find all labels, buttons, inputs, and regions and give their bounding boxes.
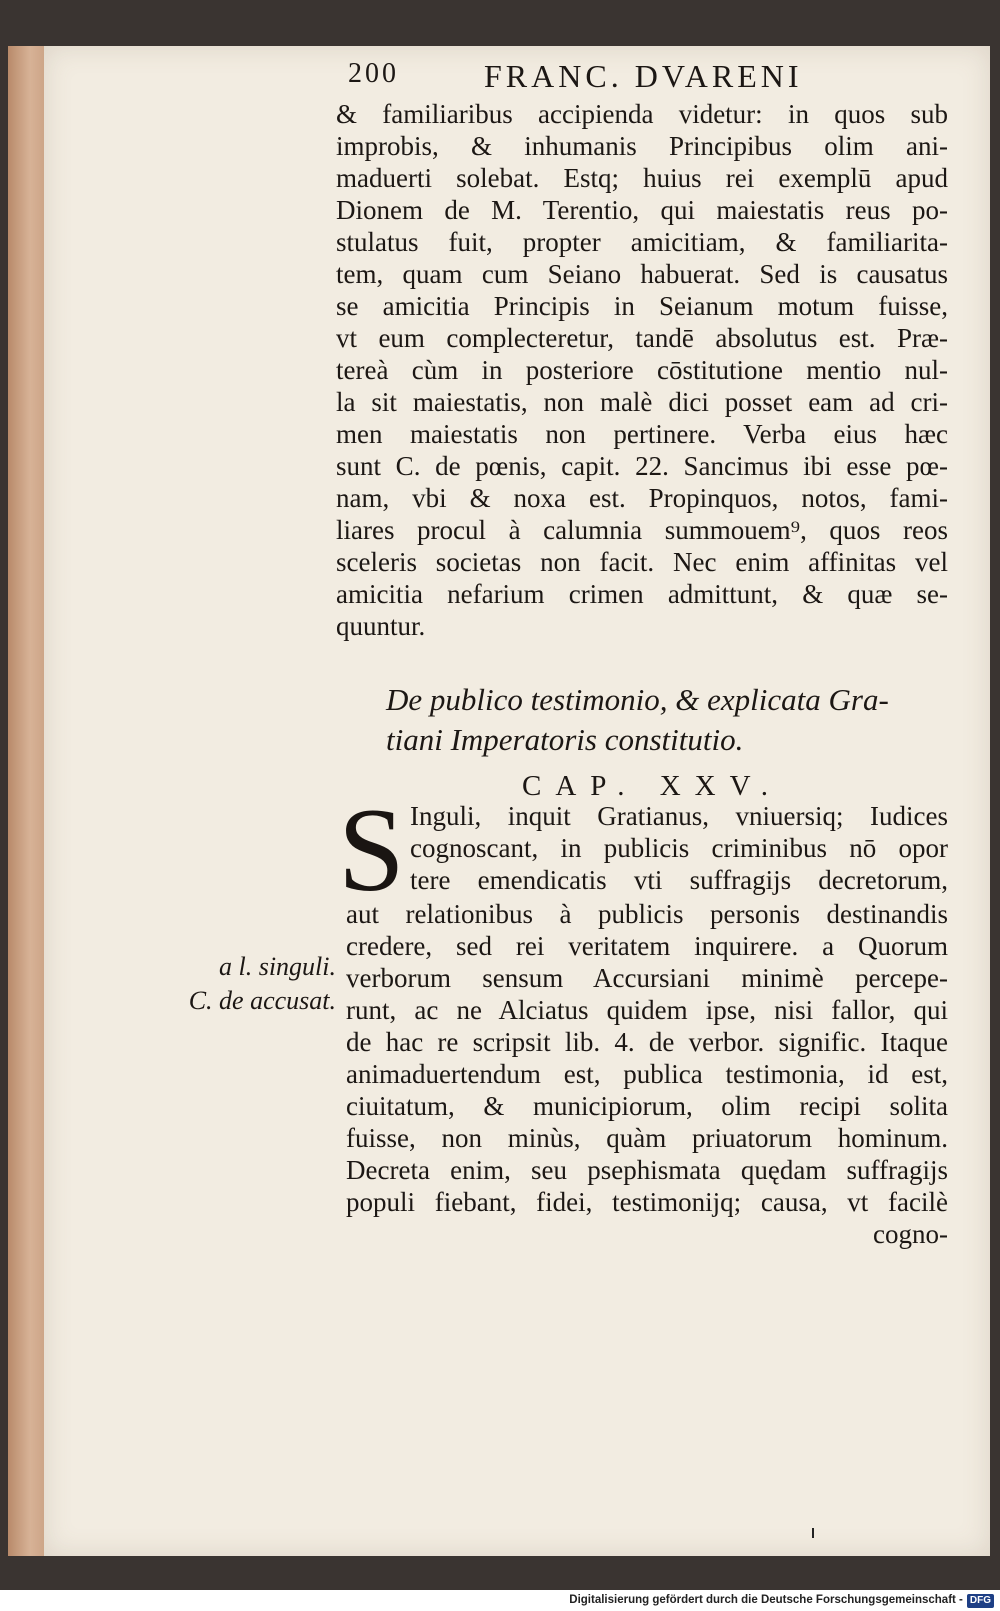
section-heading bbox=[386, 680, 948, 760]
text-line: sunt C. de pœnis, capit. 22. Sancimus ibi esse pœ- bbox=[336, 451, 948, 481]
text-line: & familiaribus accipienda videtur: in quos sub bbox=[336, 99, 948, 129]
text-line: nam, vbi & noxa est. Propinquos, notos, fami- bbox=[336, 483, 948, 513]
text-line: improbis, & inhumanis Principibus olim ani- bbox=[336, 131, 948, 161]
text-line: maduerti solebat. Estq; huius rei exemplū apud bbox=[336, 163, 948, 193]
margin-note bbox=[176, 950, 336, 1018]
text-line: tem, quam cum Seiano habuerat. Sed is causatus bbox=[336, 259, 948, 289]
text-line: liares procul à calumnia summouem⁹, quos reos bbox=[336, 515, 948, 545]
text-line: Dionem de M. Terentio, qui maiestatis reus po- bbox=[336, 195, 948, 225]
running-title: FRANC. DVARENI bbox=[484, 58, 803, 94]
text-line: aut relationibus à publicis personis destinandis bbox=[346, 899, 948, 929]
text-line: ciuitatum, & municipiorum, olim recipi solita bbox=[346, 1091, 948, 1121]
digitization-credit bbox=[569, 1592, 994, 1609]
text-line: tereà cùm in posteriore cōstitutione mentio nul- bbox=[336, 355, 948, 385]
text-line: se amicitia Principis in Seianum motum fuisse, bbox=[336, 291, 948, 321]
catchword: cogno- bbox=[873, 1219, 948, 1249]
page-header bbox=[348, 58, 948, 102]
text-line: animaduertendum est, publica testimonia, id est, bbox=[346, 1059, 948, 1089]
dfg-logo-icon: DFG bbox=[967, 1594, 994, 1608]
text-line: runt, ac ne Alciatus quidem ipse, nisi fallor, qui bbox=[346, 995, 948, 1025]
body-text-top bbox=[336, 98, 948, 642]
heading-line: De publico testimonio, & explicata Gra- bbox=[386, 682, 889, 717]
chapter-number: CAP. XXV. bbox=[522, 770, 783, 802]
text-line: vt eum complecteretur, tandē absolutus est. Præ- bbox=[336, 323, 948, 353]
margin-note-line: a l. singuli. bbox=[218, 952, 336, 981]
credit-text: Digitalisierung gefördert durch die Deutsche Forschungsgemeinschaft - bbox=[569, 1594, 963, 1606]
text-line: populi fiebant, fidei, testimonijq; causa, vt facilè bbox=[346, 1187, 948, 1217]
text-line: verborum sensum Accursiani minimè percepe- bbox=[346, 963, 948, 993]
text-line: tere emendicatis vti suffragijs decretorum, bbox=[410, 865, 948, 895]
text-line: sceleris societas non facit. Nec enim affinitas vel bbox=[336, 547, 948, 577]
text-line: men maiestatis non pertinere. Verba eius hæc bbox=[336, 419, 948, 449]
text-line: credere, sed rei veritatem inquirere. a Quorum bbox=[346, 931, 948, 961]
text-line: Inguli, inquit Gratianus, vniuersiq; Iudices bbox=[410, 801, 948, 831]
page-number: 200 bbox=[348, 58, 399, 89]
text-line: stulatus fuit, propter amicitiam, & familiarita- bbox=[336, 227, 948, 257]
text-line: Decreta enim, seu psephismata quędam suffragijs bbox=[346, 1155, 948, 1185]
text-line: fuisse, non minùs, quàm priuatorum hominum. bbox=[346, 1123, 948, 1153]
text-line: de hac re scripsit lib. 4. de verbor. signific. Itaque bbox=[346, 1027, 948, 1057]
text-line: cognoscant, in publicis criminibus nō opor bbox=[410, 833, 948, 863]
page-mark bbox=[812, 1528, 814, 1538]
text-line: quuntur. bbox=[336, 611, 426, 641]
body-text-chapter-indented bbox=[410, 800, 948, 896]
body-text-chapter bbox=[346, 898, 948, 1250]
text-line: la sit maiestatis, non malè dici posset eam ad cri- bbox=[336, 387, 948, 417]
heading-line: tiani Imperatoris constitutio. bbox=[386, 722, 744, 757]
drop-capital: S bbox=[338, 783, 405, 916]
text-line: amicitia nefarium crimen admittunt, & quæ se- bbox=[336, 579, 948, 609]
margin-note-line: C. de accusat. bbox=[188, 986, 336, 1015]
